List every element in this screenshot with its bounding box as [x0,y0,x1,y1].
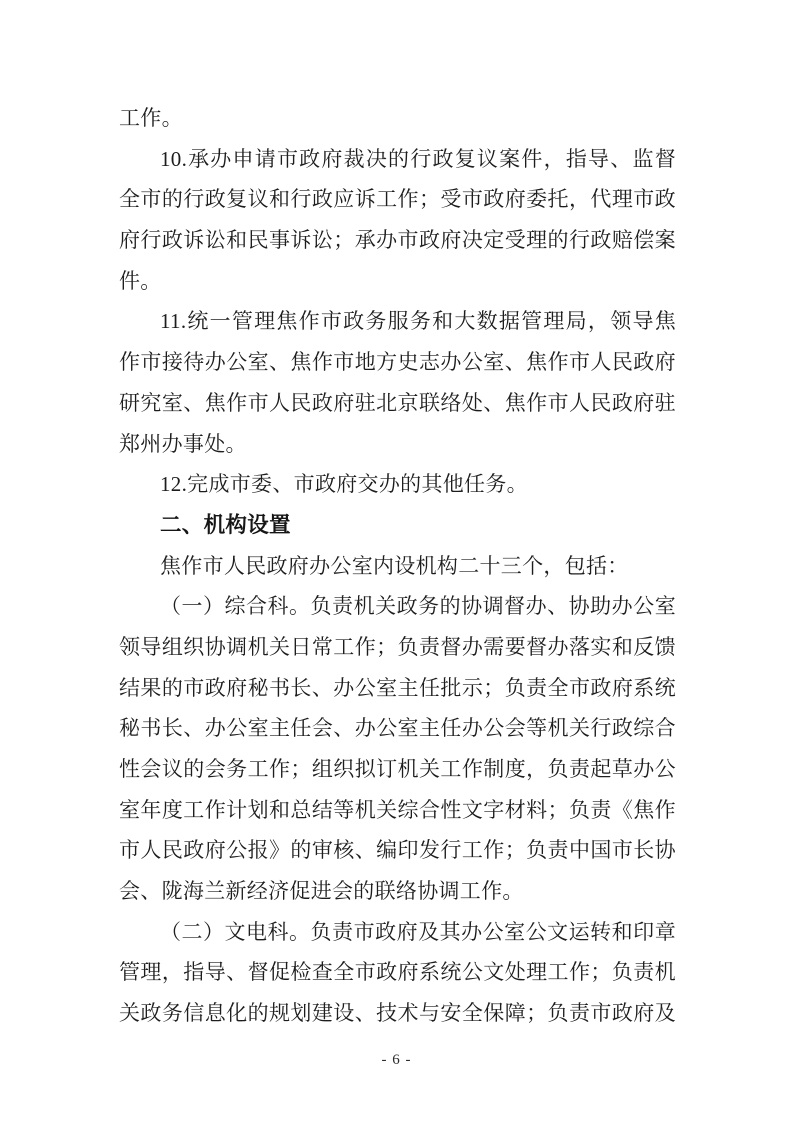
text-line-continuation: 工作。 [119,106,183,130]
text-line: （二）文电科。负责市政府及其办公室公文运转和印章 [160,919,676,944]
text-line: 全市的行政复议和行政应诉工作；受市政府委托，代理市政 [119,187,676,212]
page-footer [0,1052,793,1069]
text-line: 会、陇海兰新经济促进会的联络协调工作。 [119,879,524,904]
text-line: 管理，指导、督促检查全市政府系统公文处理工作；负责机 [119,960,676,985]
paragraph-intro [119,546,676,587]
text-line: 市人民政府公报》的审核、编印发行工作；负责中国市长协 [119,838,676,863]
paragraph-dept-2 [119,912,676,1034]
paragraph-dept-1 [119,586,676,912]
text-line: 件。 [119,268,162,293]
text-line: 领导组织协调机关日常工作；负责督办需要督办落实和反馈 [119,634,676,659]
paragraph-item-10 [119,139,676,302]
text-line: 10.承办申请市政府裁决的行政复议案件，指导、监督 [160,146,676,171]
paragraph-item-11 [119,301,676,464]
text-line: （一）综合科。负责机关政务的协调督办、协助办公室 [160,594,676,619]
text-line: 11.统一管理焦作市政务服务和大数据管理局，领导焦 [160,309,676,334]
text-line: 焦作市人民政府办公室内设机构二十三个，包括： [160,553,629,578]
text-line: 性会议的会务工作；组织拟订机关工作制度，负责起草办公 [119,757,676,781]
text-line: 室年度工作计划和总结等机关综合性文字材料；负责《焦作 [119,797,676,822]
document-body [119,98,676,1034]
text-line: 郑州办事处。 [119,431,247,456]
text-line: 12.完成市委、市政府交办的其他任务。 [160,472,528,497]
text-line: 秘书长、办公室主任会、办公室主任办公会等机关行政综合 [119,716,676,741]
paragraph-item-12 [119,464,676,505]
section-heading: 二、机构设置 [160,512,291,537]
text-line: 结果的市政府秘书长、办公室主任批示；负责全市政府系统 [119,675,676,700]
text-line: 关政务信息化的规划建设、技术与安全保障；负责市政府及 [119,1001,676,1026]
text-line: 作市接待办公室、焦作市地方史志办公室、焦作市人民政府 [119,350,676,375]
text-line: 研究室、焦作市人民政府驻北京联络处、焦作市人民政府驻 [119,390,676,415]
text-line: 府行政诉讼和民事诉讼；承办市政府决定受理的行政赔偿案 [119,228,676,253]
page-number: - 6 - [381,1052,412,1068]
